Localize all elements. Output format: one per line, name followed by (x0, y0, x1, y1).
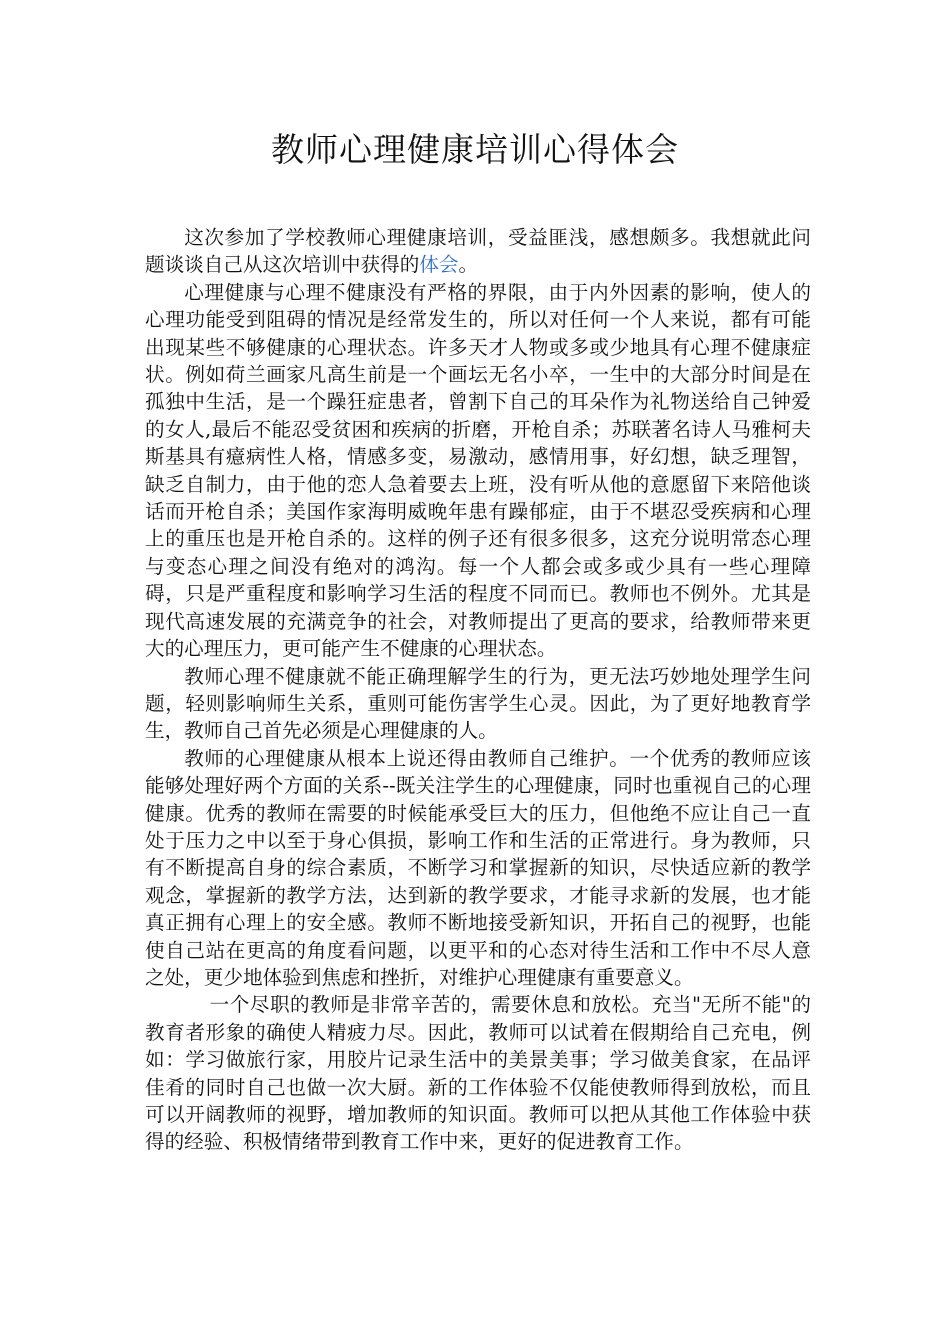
paragraph-1-end: 。 (458, 253, 479, 277)
paragraph-1 (145, 224, 811, 279)
document-title: 教师心理健康培训心得体会 (271, 130, 679, 169)
paragraph-4: 教师的心理健康从根本上说还得由教师自己维护。一个优秀的教师应该能够处理好两个方面的关系--既关注学生的心理健康，同时也重视自己的心理健康。优秀的教师在需要的时候能承受巨大的压力，但他绝不应让自己一直处于压力之中以至于身心俱损，影响工作和生活的正常进行。身为教师，只有不断提高自身的综合素质，不断学习和掌握新的知识，尽快适应新的教学观念，掌握新的教学方法，达到新的教学要求，才能寻求新的发展，也才能真正拥有心理上的安全感。教师不断地接受新知识，开拓自己的视野，也能使自己站在更高的角度看问题，以更平和的心态对待生活和工作中不尽人意之处，更少地体验到焦虑和挫折，对维护心理健康有重要意义。 (145, 746, 811, 989)
paragraph-5: 一个尽职的教师是非常辛苦的，需要休息和放松。充当"无所不能"的教育者形象的确使人精疲力尽。因此，教师可以试着在假期给自己充电，例如：学习做旅行家，用胶片记录生活中的美景美事；学习做美食家，在品评佳肴的同时自己也做一次大厨。新的工作体验不仅能使教师得到放松，而且可以开阔教师的视野，增加教师的知识面。教师可以把从其他工作体验中获得的经验、积极情绪带到教育工作中来，更好的促进教育工作。 (145, 993, 811, 1154)
paragraph-2: 心理健康与心理不健康没有严格的界限，由于内外因素的影响，使人的心理功能受到阻碍的情况是经常发生的，所以对任何一个人来说，都有可能出现某些不够健康的心理状态。许多天才人物或多或少地具有心理不健康症状。例如荷兰画家凡高生前是一个画坛无名小卒，一生中的大部分时间是在孤独中生活，是一个躁狂症患者，曾割下自己的耳朵作为礼物送给自己钟爱的女人,最后不能忍受贫困和疾病的折磨，开枪自杀；苏联著名诗人马雅柯夫斯基具有癔病性人格，情感多变，易激动，感情用事，好幻想，缺乏理智，缺乏自制力，由于他的恋人急着要去上班，没有听从他的意愿留下来陪他谈话而开枪自杀；美国作家海明威晚年患有躁郁症，由于不堪忍受疾病和心理上的重压也是开枪自杀的。这样的例子还有很多很多，这充分说明常态心理与变态心理之间没有绝对的鸿沟。每一个人都会或多或少具有一些心理障碍，只是严重程度和影响学习生活的程度不同而已。教师也不例外。尤其是现代高速发展的充满竞争的社会，对教师提出了更高的要求，给教师带来更大的心理压力，更可能产生不健康的心理状态。 (145, 280, 811, 661)
paragraph-3: 教师心理不健康就不能正确理解学生的行为，更无法巧妙地处理学生问题，轻则影响师生关系，重则可能伤害学生心灵。因此，为了更好地教育学生，教师自己首先必须是心理健康的人。 (145, 664, 811, 743)
document-body (145, 224, 811, 1156)
paragraph-1-text: 这次参加了学校教师心理健康培训，受益匪浅，感想颇多。我想就此问题谈谈自己从这次培训中获得的 (145, 226, 811, 277)
link-tihui[interactable]: 体会 (419, 253, 459, 277)
